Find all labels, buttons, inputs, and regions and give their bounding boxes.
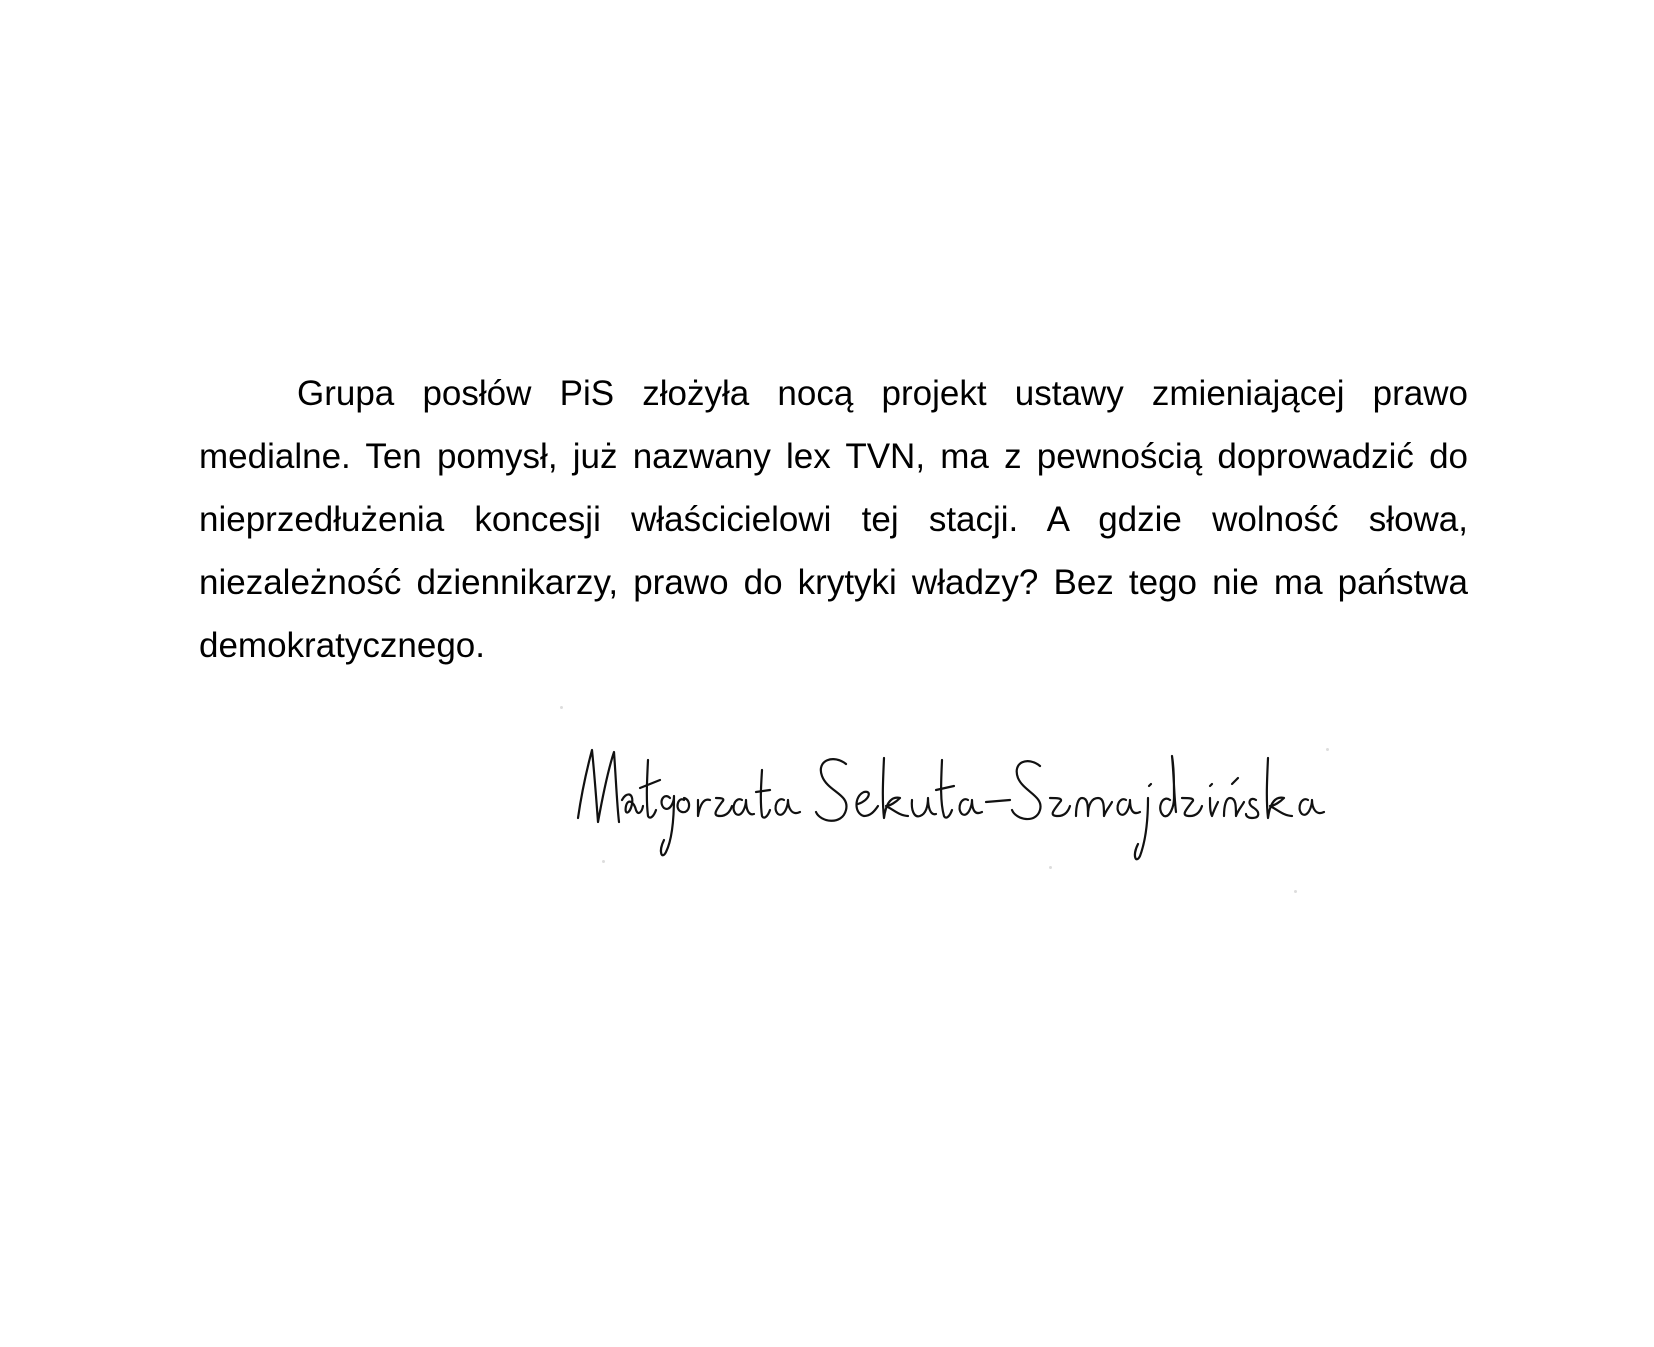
body-paragraph: Grupa posłów PiS złożyła nocą projekt ustawy zmieniającej prawo medialne. Ten pomysł, już nazwany lex TVN, ma z pewnością doprowadzić do nieprzedłużenia koncesji właścicielowi tej stacji. A gdzie wolność słowa, niezależność dziennikarzy, prawo do krytyki władzy? Bez tego nie ma państwa demokratycznego. <box>199 374 1468 665</box>
scan-speck <box>1294 890 1297 893</box>
scan-speck <box>560 706 563 709</box>
scan-speck <box>1049 866 1052 869</box>
handwritten-signature <box>570 740 1330 870</box>
signature-drawing <box>570 740 1330 870</box>
scan-speck <box>1326 748 1329 751</box>
scan-speck <box>602 860 605 863</box>
